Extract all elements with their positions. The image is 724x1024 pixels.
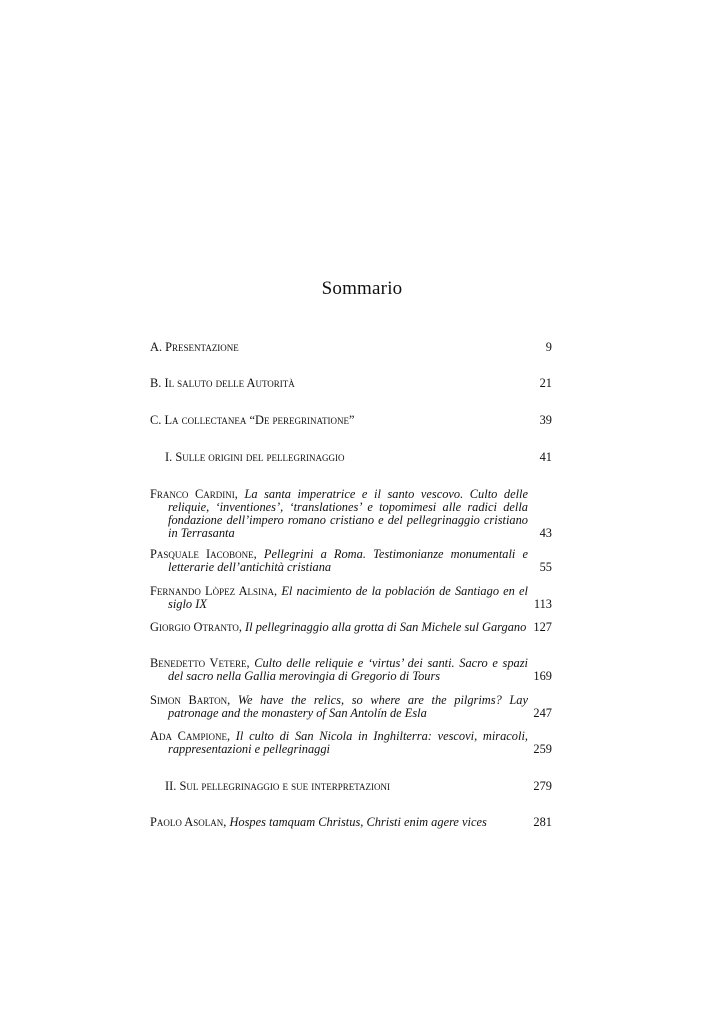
entry-title: Pellegrini a Roma. Testimonianze monumentali e letterarie dell’antichità cristiana	[168, 547, 528, 574]
toc-subsection-2	[150, 780, 552, 793]
entry-title: La santa imperatrice e il santo vescovo. Culto delle reliquie, ‘inventiones’, ‘translationes’ e topomimesi alle radici della fondazione dell’impero romano cristiano e del pellegrinaggio cristiano in Terrasanta	[168, 487, 528, 540]
entry-title: We have the relics, so where are the pilgrims? Lay patronage and the monastery of San Antolín de Esla	[168, 693, 528, 720]
entry-title: Il culto di San Nicola in Inghilterra: vescovi, miracoli, rappresentazioni e pellegrinaggi	[168, 729, 528, 756]
page-title: Sommario	[321, 278, 403, 299]
toc-page-number: 281	[533, 815, 552, 829]
toc-section-label: II. Sul pellegrinaggio e sue interpretazioni	[165, 779, 390, 793]
toc-page-number: 113	[533, 597, 552, 611]
entry-author: Franco Cardini,	[150, 487, 238, 501]
toc-entry	[150, 548, 552, 574]
toc-entry	[150, 657, 552, 683]
toc-page-number: 259	[533, 742, 552, 756]
toc-page-number: 55	[539, 560, 552, 574]
toc-section-c	[150, 414, 552, 427]
entry-title: El nacimiento de la población de Santiago en el siglo IX	[168, 584, 528, 611]
toc-entry	[150, 694, 552, 720]
toc-page-number: 21	[539, 376, 552, 390]
entry-author: Ada Campione,	[150, 729, 231, 743]
entry-title: Il pellegrinaggio alla grotta di San Michele sul Gargano	[245, 620, 527, 634]
entry-author: Paolo Asolan,	[150, 815, 227, 829]
toc-page-number: 279	[533, 779, 552, 793]
toc-entry	[150, 488, 552, 540]
toc-entry	[150, 730, 552, 756]
toc-page-number: 169	[533, 669, 552, 683]
toc-page-number: 41	[539, 450, 552, 464]
toc-section-label: B. Il saluto delle Autorità	[150, 376, 295, 390]
toc-entry	[150, 621, 552, 634]
entry-author: Pasquale Iacobone,	[150, 547, 257, 561]
toc-page-number: 247	[533, 706, 552, 720]
toc-page-number: 43	[539, 526, 552, 540]
entry-author: Benedetto Vetere,	[150, 656, 250, 670]
entry-author: Fernando Lòpez Alsina,	[150, 584, 278, 598]
toc-page-number: 9	[545, 340, 552, 354]
toc-section-a	[150, 341, 552, 354]
toc-entry	[150, 816, 552, 829]
toc-page-number: 127	[533, 620, 552, 634]
entry-title: Culto delle reliquie e ‘virtus’ dei santi. Sacro e spazi del sacro nella Gallia merovingia di Gregorio di Tours	[168, 656, 528, 683]
entry-author: Simon Barton,	[150, 693, 231, 707]
toc-page-number: 39	[539, 413, 552, 427]
entry-author: Giorgio Otranto,	[150, 620, 242, 634]
entry-title: Hospes tamquam Christus, Christi enim agere vices	[229, 815, 487, 829]
toc-section-b	[150, 377, 552, 390]
toc-entry	[150, 585, 552, 611]
toc-section-label: I. Sulle origini del pellegrinaggio	[165, 450, 345, 464]
toc-section-label: C. La collectanea “De peregrinatione”	[150, 413, 355, 427]
toc-subsection-1	[150, 451, 552, 464]
toc-section-label: A. Presentazione	[150, 340, 239, 354]
